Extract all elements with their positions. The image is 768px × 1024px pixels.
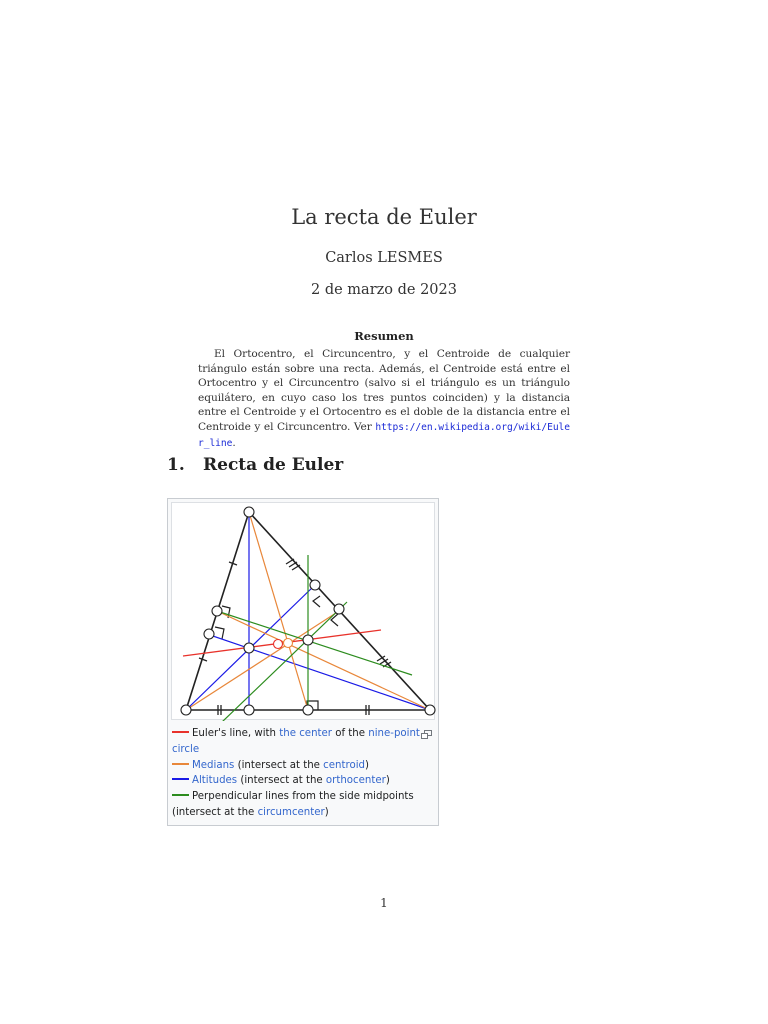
section-title: Recta de Euler [203, 455, 344, 475]
euler-figure [167, 498, 439, 826]
figure-caption [172, 726, 434, 821]
section-heading [167, 455, 343, 475]
nine-point-center [274, 640, 283, 649]
caption-text: Euler's line, with [192, 728, 280, 739]
caption-text: ) [385, 775, 390, 787]
abstract-heading: Resumen [354, 329, 414, 343]
caption-line-perpendiculars [172, 789, 434, 805]
caption-text: of the [331, 728, 369, 739]
right-angle-markers [215, 596, 339, 710]
nine-point-circle-link[interactable]: nine-point circle [172, 728, 420, 755]
caption-text: (intersect at the [234, 759, 324, 771]
section-number: 1. [167, 455, 185, 475]
caption-text: ) [324, 806, 329, 818]
abstract-link[interactable]: https://en.wikipedia.org/wiki/Euler_line [198, 421, 570, 449]
publication-date: 2 de marzo de 2023 [311, 282, 457, 298]
orthocenter-link[interactable]: orthocenter [325, 775, 386, 787]
altitudes-swatch [172, 778, 189, 780]
the-center-link[interactable]: the center [279, 728, 332, 739]
abstract-end: . [232, 436, 236, 449]
caption-line-circumcenter [172, 805, 434, 821]
medians-link[interactable]: Medians [192, 759, 235, 771]
caption-line-altitudes [172, 773, 434, 789]
author-name: Carlos LESMES [325, 250, 443, 266]
abstract-text: El Ortocentro, el Circuncentro, y el Centroide de cualquier triángulo están sobre una recta. Además, el Centroide está entre el Ortocentro y el Circuncentro (salvo si el triángulo es un triángulo equilátero, en cuyo caso los tres puntos coinciden) y la distancia entre el Centroide y el Ortocentro es el doble de la distancia entre el Centroide y el Circuncentro. Ver [198, 348, 570, 433]
caption-line-euler [172, 726, 434, 758]
euler-swatch [172, 731, 189, 733]
paper-title: La recta de Euler [291, 205, 477, 229]
centroid-link[interactable]: centroid [323, 759, 365, 771]
euler-diagram-svg [172, 503, 436, 721]
euler-diagram[interactable] [171, 502, 435, 720]
caption-text: ) [365, 759, 369, 771]
page-number: 1 [380, 896, 388, 910]
altitudes-link[interactable]: Altitudes [192, 775, 238, 787]
caption-line-medians [172, 758, 434, 774]
caption-text: (intersect at the [172, 806, 258, 818]
perpendiculars-swatch [172, 794, 189, 796]
centroid-point [284, 639, 293, 648]
caption-text: Perpendicular lines from the side midpoints [192, 791, 414, 803]
circumcenter-link[interactable]: circumcenter [257, 806, 325, 818]
medians-swatch [172, 763, 189, 765]
abstract-body [198, 347, 570, 451]
caption-text: (intersect at the [237, 775, 326, 787]
